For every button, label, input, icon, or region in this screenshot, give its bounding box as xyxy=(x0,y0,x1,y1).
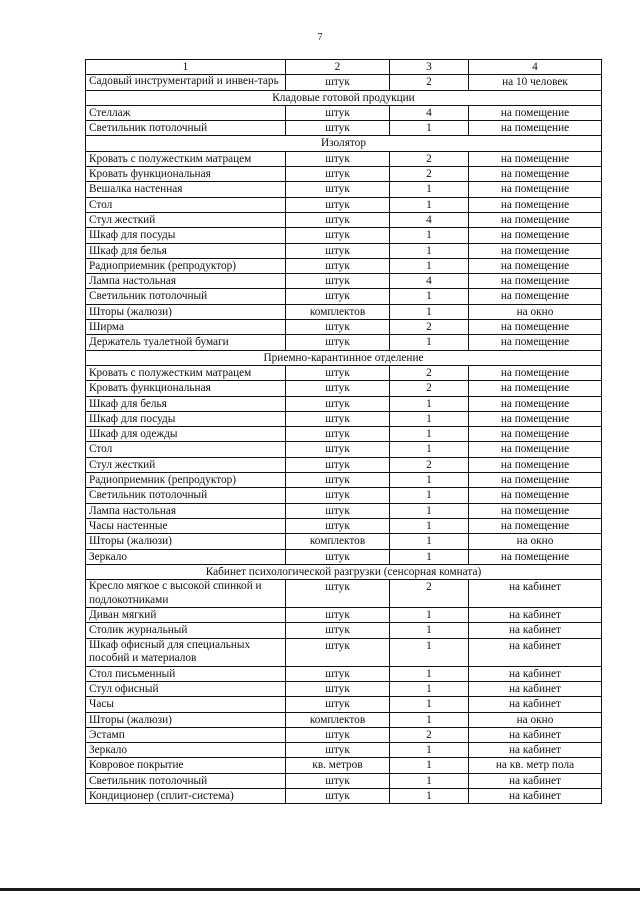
item-name-cell: Зеркало xyxy=(86,549,286,564)
unit-cell: комплектов xyxy=(286,534,390,549)
unit-cell: штук xyxy=(286,167,390,182)
item-name-cell: Шкаф для посуды xyxy=(86,411,286,426)
quantity-cell: 2 xyxy=(390,727,469,742)
section-title: Изолятор xyxy=(86,136,602,151)
item-name-cell: Шкаф для одежды xyxy=(86,427,286,442)
table-row xyxy=(86,243,602,258)
item-name-cell: Кровать с полужестким матрацем xyxy=(86,151,286,166)
norm-cell: на кабинет xyxy=(469,623,602,638)
table-row xyxy=(86,518,602,533)
table-row xyxy=(86,457,602,472)
quantity-cell: 1 xyxy=(390,396,469,411)
unit-cell: штук xyxy=(286,320,390,335)
norm-cell: на помещение xyxy=(469,411,602,426)
quantity-cell: 1 xyxy=(390,534,469,549)
quantity-cell: 1 xyxy=(390,712,469,727)
item-name-cell: Ширма xyxy=(86,320,286,335)
norm-cell: на помещение xyxy=(469,167,602,182)
quantity-cell: 2 xyxy=(390,580,469,608)
norm-cell: на помещение xyxy=(469,151,602,166)
norm-cell: на помещение xyxy=(469,457,602,472)
norm-cell: на помещение xyxy=(469,427,602,442)
unit-cell: штук xyxy=(286,335,390,350)
unit-cell: штук xyxy=(286,258,390,273)
norm-cell: на кабинет xyxy=(469,743,602,758)
norm-cell: на помещение xyxy=(469,488,602,503)
unit-cell: штук xyxy=(286,681,390,696)
quantity-cell: 1 xyxy=(390,503,469,518)
table-row xyxy=(86,534,602,549)
table-row xyxy=(86,727,602,742)
table-row xyxy=(86,320,602,335)
table-row xyxy=(86,789,602,804)
quantity-cell: 1 xyxy=(390,758,469,773)
table-row xyxy=(86,228,602,243)
quantity-cell: 4 xyxy=(390,105,469,120)
unit-cell: штук xyxy=(286,427,390,442)
quantity-cell: 1 xyxy=(390,289,469,304)
unit-cell: штук xyxy=(286,608,390,623)
unit-cell: штук xyxy=(286,182,390,197)
item-name-cell: Садовый инструментарий и инвен-тарь xyxy=(86,75,286,90)
norm-cell: на помещение xyxy=(469,442,602,457)
item-name-cell: Столик журнальный xyxy=(86,623,286,638)
table-row xyxy=(86,365,602,380)
item-name-cell: Шкаф для посуды xyxy=(86,228,286,243)
norm-cell: на кабинет xyxy=(469,580,602,608)
quantity-cell: 2 xyxy=(390,457,469,472)
table-row xyxy=(86,623,602,638)
table-row xyxy=(86,758,602,773)
unit-cell: штук xyxy=(286,274,390,289)
quantity-cell: 1 xyxy=(390,335,469,350)
quantity-cell: 1 xyxy=(390,228,469,243)
table-row xyxy=(86,580,602,608)
norm-cell: на кабинет xyxy=(469,789,602,804)
section-heading-row xyxy=(86,90,602,105)
item-name-cell: Кровать функциональная xyxy=(86,167,286,182)
table-row xyxy=(86,608,602,623)
quantity-cell: 1 xyxy=(390,789,469,804)
item-name-cell: Кровать с полужестким матрацем xyxy=(86,365,286,380)
table-row xyxy=(86,666,602,681)
unit-cell: штук xyxy=(286,121,390,136)
table-body xyxy=(86,60,602,804)
item-name-cell: Стол письменный xyxy=(86,666,286,681)
table-row xyxy=(86,396,602,411)
norm-cell: на помещение xyxy=(469,335,602,350)
table-row xyxy=(86,182,602,197)
quantity-cell: 1 xyxy=(390,121,469,136)
column-number-2: 2 xyxy=(286,60,390,75)
norm-cell: на кабинет xyxy=(469,666,602,681)
item-name-cell: Стул жесткий xyxy=(86,212,286,227)
item-name-cell: Шкаф офисный для специальных пособий и материалов xyxy=(86,638,286,666)
table-row xyxy=(86,304,602,319)
unit-cell: штук xyxy=(286,151,390,166)
table-row xyxy=(86,75,602,90)
unit-cell: штук xyxy=(286,789,390,804)
item-name-cell: Стеллаж xyxy=(86,105,286,120)
table-row xyxy=(86,151,602,166)
norm-cell: на помещение xyxy=(469,381,602,396)
quantity-cell: 2 xyxy=(390,320,469,335)
table-row xyxy=(86,473,602,488)
quantity-cell: 1 xyxy=(390,427,469,442)
norm-cell: на помещение xyxy=(469,289,602,304)
table-row xyxy=(86,105,602,120)
section-heading-row xyxy=(86,350,602,365)
item-name-cell: Шкаф для белья xyxy=(86,243,286,258)
norm-cell: на помещение xyxy=(469,258,602,273)
quantity-cell: 1 xyxy=(390,623,469,638)
unit-cell: комплектов xyxy=(286,304,390,319)
quantity-cell: 1 xyxy=(390,488,469,503)
quantity-cell: 1 xyxy=(390,518,469,533)
item-name-cell: Шторы (жалюзи) xyxy=(86,534,286,549)
unit-cell: штук xyxy=(286,381,390,396)
page-number: 7 xyxy=(317,32,323,43)
column-number-1: 1 xyxy=(86,60,286,75)
quantity-cell: 1 xyxy=(390,697,469,712)
quantity-cell: 1 xyxy=(390,197,469,212)
section-title: Кабинет психологической разгрузки (сенсорная комната) xyxy=(86,564,602,579)
norm-cell: на помещение xyxy=(469,212,602,227)
table-row xyxy=(86,212,602,227)
unit-cell: штук xyxy=(286,743,390,758)
norm-cell: на кабинет xyxy=(469,638,602,666)
section-title: Кладовые готовой продукции xyxy=(86,90,602,105)
quantity-cell: 1 xyxy=(390,182,469,197)
column-number-4: 4 xyxy=(469,60,602,75)
section-title: Приемно-карантинное отделение xyxy=(86,350,602,365)
unit-cell: штук xyxy=(286,727,390,742)
item-name-cell: Стол xyxy=(86,197,286,212)
table-row xyxy=(86,335,602,350)
item-name-cell: Светильник потолочный xyxy=(86,773,286,788)
unit-cell: штук xyxy=(286,197,390,212)
norm-cell: на кабинет xyxy=(469,697,602,712)
norm-cell: на кв. метр пола xyxy=(469,758,602,773)
quantity-cell: 1 xyxy=(390,243,469,258)
quantity-cell: 1 xyxy=(390,549,469,564)
table-row xyxy=(86,427,602,442)
unit-cell: штук xyxy=(286,697,390,712)
unit-cell: штук xyxy=(286,75,390,90)
quantity-cell: 2 xyxy=(390,167,469,182)
unit-cell: штук xyxy=(286,638,390,666)
item-name-cell: Эстамп xyxy=(86,727,286,742)
unit-cell: штук xyxy=(286,549,390,564)
quantity-cell: 1 xyxy=(390,304,469,319)
unit-cell: штук xyxy=(286,518,390,533)
table-row xyxy=(86,442,602,457)
unit-cell: штук xyxy=(286,365,390,380)
norm-cell: на помещение xyxy=(469,320,602,335)
table-row xyxy=(86,411,602,426)
equipment-table xyxy=(85,59,602,804)
item-name-cell: Стул офисный xyxy=(86,681,286,696)
quantity-cell: 1 xyxy=(390,666,469,681)
table-row xyxy=(86,638,602,666)
table-row xyxy=(86,773,602,788)
item-name-cell: Лампа настольная xyxy=(86,503,286,518)
norm-cell: на помещение xyxy=(469,121,602,136)
quantity-cell: 1 xyxy=(390,442,469,457)
norm-cell: на кабинет xyxy=(469,681,602,696)
unit-cell: штук xyxy=(286,212,390,227)
norm-cell: на помещение xyxy=(469,274,602,289)
item-name-cell: Зеркало xyxy=(86,743,286,758)
item-name-cell: Шторы (жалюзи) xyxy=(86,304,286,319)
table-row xyxy=(86,488,602,503)
item-name-cell: Держатель туалетной бумаги xyxy=(86,335,286,350)
norm-cell: на помещение xyxy=(469,396,602,411)
quantity-cell: 1 xyxy=(390,681,469,696)
norm-cell: на 10 человек xyxy=(469,75,602,90)
unit-cell: штук xyxy=(286,243,390,258)
quantity-cell: 1 xyxy=(390,608,469,623)
unit-cell: кв. метров xyxy=(286,758,390,773)
norm-cell: на помещение xyxy=(469,365,602,380)
section-heading-row xyxy=(86,136,602,151)
quantity-cell: 1 xyxy=(390,773,469,788)
column-number-row xyxy=(86,60,602,75)
norm-cell: на помещение xyxy=(469,228,602,243)
norm-cell: на помещение xyxy=(469,473,602,488)
table-row xyxy=(86,274,602,289)
unit-cell: комплектов xyxy=(286,712,390,727)
unit-cell: штук xyxy=(286,580,390,608)
unit-cell: штук xyxy=(286,411,390,426)
table-row xyxy=(86,121,602,136)
unit-cell: штук xyxy=(286,488,390,503)
item-name-cell: Лампа настольная xyxy=(86,274,286,289)
unit-cell: штук xyxy=(286,473,390,488)
quantity-cell: 1 xyxy=(390,638,469,666)
item-name-cell: Светильник потолочный xyxy=(86,488,286,503)
norm-cell: на кабинет xyxy=(469,608,602,623)
norm-cell: на помещение xyxy=(469,243,602,258)
quantity-cell: 2 xyxy=(390,381,469,396)
item-name-cell: Часы xyxy=(86,697,286,712)
unit-cell: штук xyxy=(286,105,390,120)
table-row xyxy=(86,743,602,758)
item-name-cell: Радиоприемник (репродуктор) xyxy=(86,258,286,273)
norm-cell: на окно xyxy=(469,304,602,319)
table-row xyxy=(86,167,602,182)
norm-cell: на кабинет xyxy=(469,727,602,742)
bottom-scan-border xyxy=(0,888,640,891)
item-name-cell: Стул жесткий xyxy=(86,457,286,472)
item-name-cell: Шторы (жалюзи) xyxy=(86,712,286,727)
table-row xyxy=(86,712,602,727)
norm-cell: на помещение xyxy=(469,518,602,533)
quantity-cell: 1 xyxy=(390,743,469,758)
unit-cell: штук xyxy=(286,457,390,472)
norm-cell: на помещение xyxy=(469,549,602,564)
quantity-cell: 1 xyxy=(390,473,469,488)
item-name-cell: Ковровое покрытие xyxy=(86,758,286,773)
quantity-cell: 4 xyxy=(390,212,469,227)
item-name-cell: Шкаф для белья xyxy=(86,396,286,411)
section-heading-row xyxy=(86,564,602,579)
unit-cell: штук xyxy=(286,503,390,518)
unit-cell: штук xyxy=(286,623,390,638)
table-row xyxy=(86,697,602,712)
item-name-cell: Часы настенные xyxy=(86,518,286,533)
norm-cell: на помещение xyxy=(469,105,602,120)
item-name-cell: Кресло мягкое с высокой спинкой и подлокотниками xyxy=(86,580,286,608)
item-name-cell: Светильник потолочный xyxy=(86,289,286,304)
norm-cell: на кабинет xyxy=(469,773,602,788)
unit-cell: штук xyxy=(286,666,390,681)
quantity-cell: 4 xyxy=(390,274,469,289)
norm-cell: на помещение xyxy=(469,182,602,197)
item-name-cell: Светильник потолочный xyxy=(86,121,286,136)
table-row xyxy=(86,549,602,564)
quantity-cell: 2 xyxy=(390,75,469,90)
table-row xyxy=(86,289,602,304)
table-row xyxy=(86,503,602,518)
item-name-cell: Стол xyxy=(86,442,286,457)
item-name-cell: Диван мягкий xyxy=(86,608,286,623)
quantity-cell: 2 xyxy=(390,151,469,166)
table-row xyxy=(86,381,602,396)
item-name-cell: Кондиционер (сплит-система) xyxy=(86,789,286,804)
norm-cell: на окно xyxy=(469,534,602,549)
item-name-cell: Радиоприемник (репродуктор) xyxy=(86,473,286,488)
table-row xyxy=(86,258,602,273)
unit-cell: штук xyxy=(286,773,390,788)
norm-cell: на помещение xyxy=(469,197,602,212)
unit-cell: штук xyxy=(286,289,390,304)
quantity-cell: 1 xyxy=(390,411,469,426)
unit-cell: штук xyxy=(286,228,390,243)
table-row xyxy=(86,197,602,212)
item-name-cell: Кровать функциональная xyxy=(86,381,286,396)
unit-cell: штук xyxy=(286,442,390,457)
table-row xyxy=(86,681,602,696)
unit-cell: штук xyxy=(286,396,390,411)
column-number-3: 3 xyxy=(390,60,469,75)
quantity-cell: 1 xyxy=(390,258,469,273)
item-name-cell: Вешалка настенная xyxy=(86,182,286,197)
quantity-cell: 2 xyxy=(390,365,469,380)
norm-cell: на окно xyxy=(469,712,602,727)
norm-cell: на помещение xyxy=(469,503,602,518)
